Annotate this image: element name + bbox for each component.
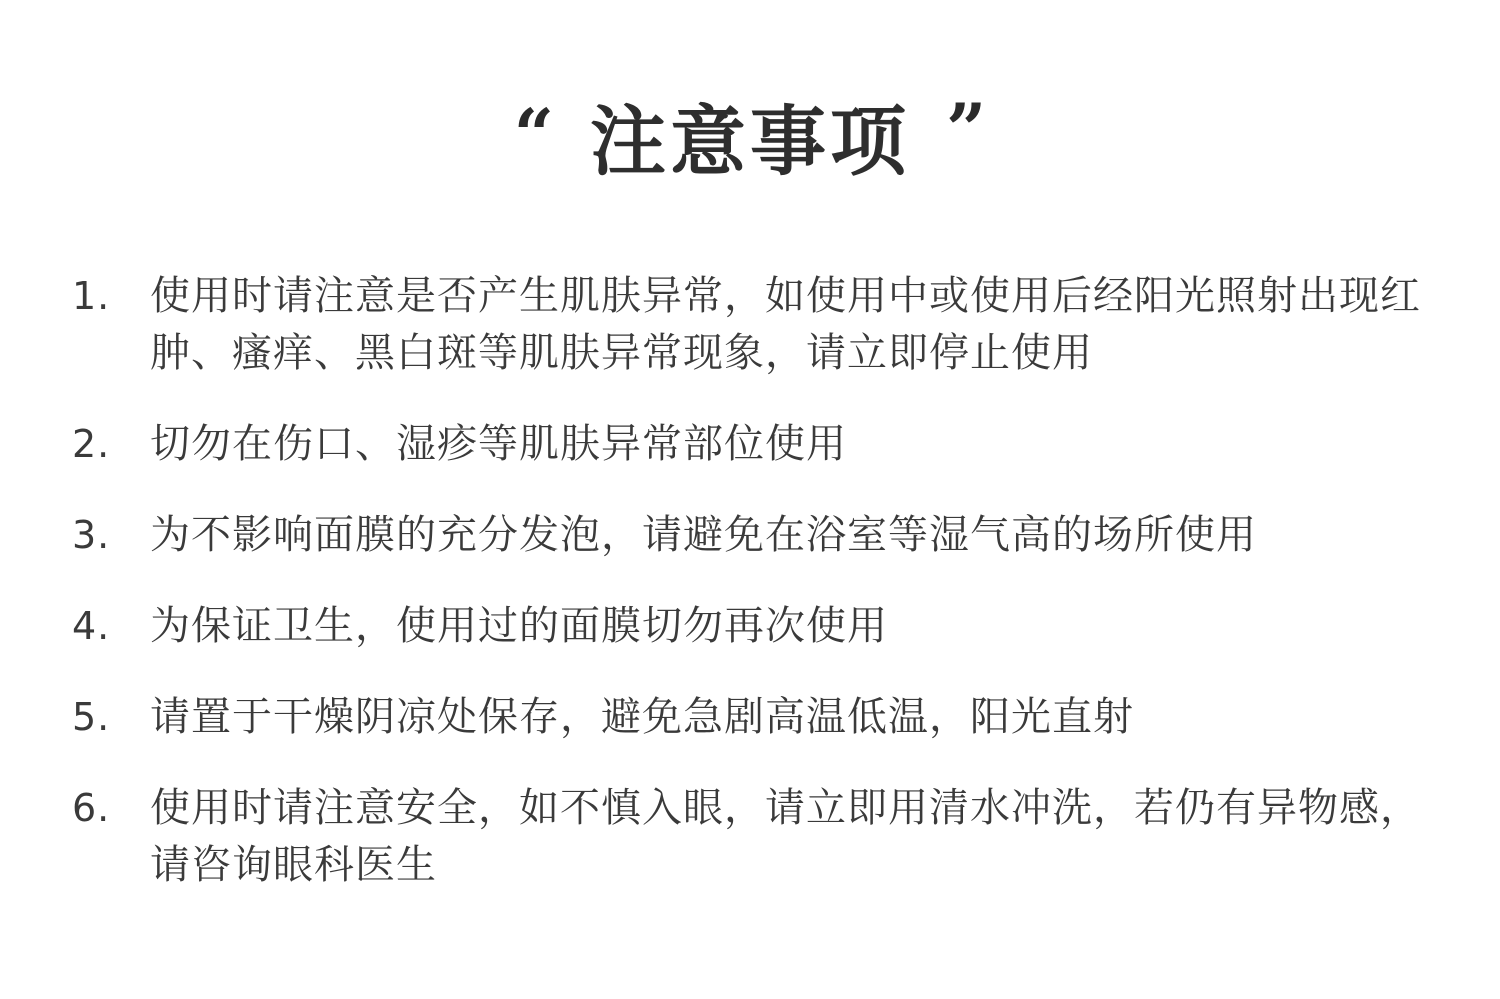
note-number: 3. [72,513,111,557]
title-row [0,88,1500,192]
open-quote-mark: “ [513,93,554,176]
note-item [72,689,1452,746]
note-text: 请置于干燥阴凉处保存，避免急剧高温低温，阳光直射 [150,694,1134,740]
note-number: 5. [72,695,111,739]
close-quote-mark: ” [946,88,987,171]
note-item [72,507,1452,564]
note-item [72,268,1452,382]
notes-list [72,268,1452,928]
note-number: 2. [72,422,111,466]
note-number: 4. [72,604,111,648]
note-text: 使用时请注意是否产生肌肤异常，如使用中或使用后经阳光照射出现红肿、瘙痒、黑白斑等肌肤异常现象，请立即停止使用 [150,273,1421,376]
note-text: 为不影响面膜的充分发泡，请避免在浴室等湿气高的场所使用 [150,512,1257,558]
note-text: 为保证卫生，使用过的面膜切勿再次使用 [150,603,888,649]
page-title: 注意事项 [590,97,910,186]
note-item [72,416,1452,473]
note-text: 使用时请注意安全，如不慎入眼，请立即用清水冲洗，若仍有异物感，请咨询眼科医生 [150,785,1421,888]
note-item [72,598,1452,655]
note-text: 切勿在伤口、湿疹等肌肤异常部位使用 [150,421,847,467]
note-number: 6. [72,786,111,830]
note-item [72,780,1452,894]
note-number: 1. [72,274,111,318]
